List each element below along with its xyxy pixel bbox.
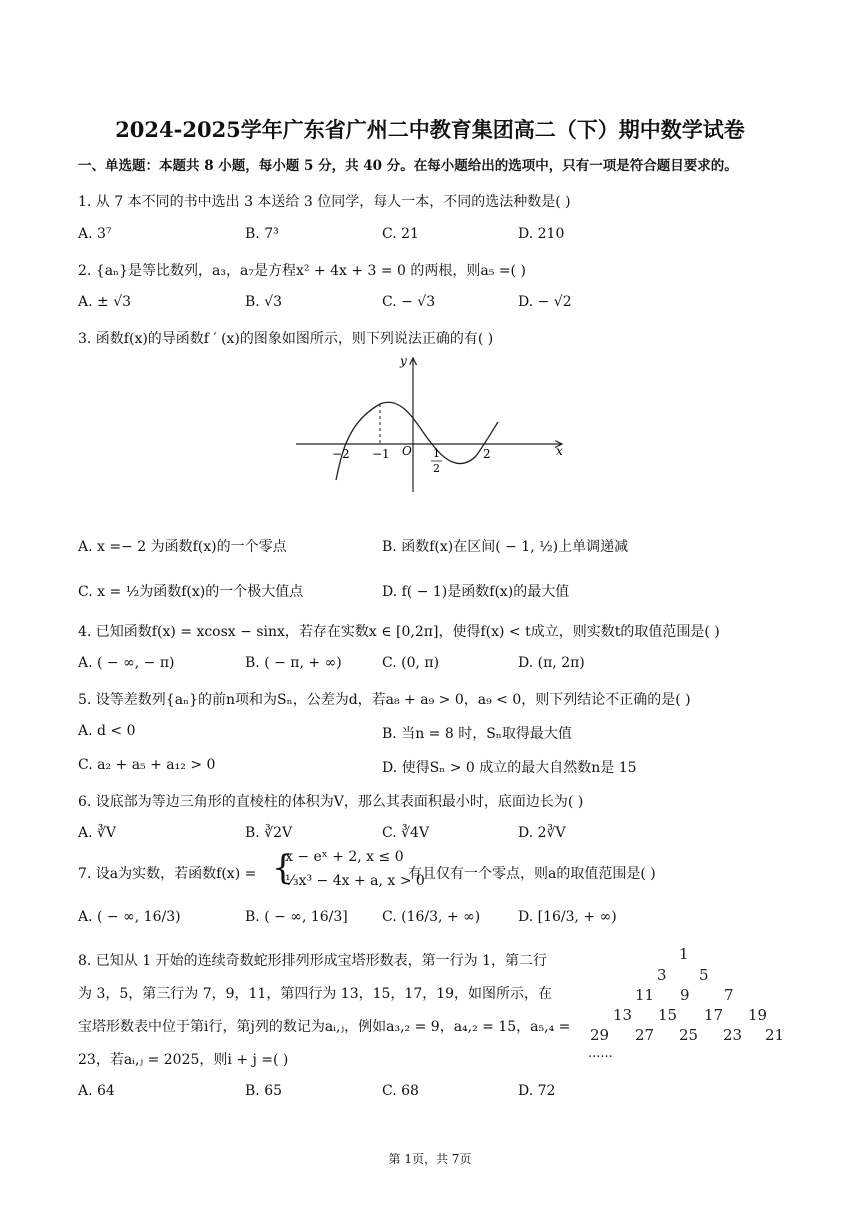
question-6-stem: 6. 设底部为等边三角形的直棱柱的体积为V，那么其表面积最小时，底面边长为( )	[78, 794, 584, 810]
q8-option-b: B. 65	[245, 1083, 283, 1099]
tick-neg1: −1	[372, 447, 390, 461]
q3-option-d: D. f( − 1)是函数f(x)的最大值	[382, 584, 570, 600]
triangle-r3-c3: 7	[724, 986, 734, 1004]
x-axis-label: x	[556, 444, 563, 458]
triangle-r1-c1: 1	[679, 945, 689, 963]
derivative-graph	[292, 352, 572, 502]
piecewise-brace: {	[272, 848, 294, 888]
question-3-stem: 3. 函数f(x)的导函数f ′ (x)的图象如图所示，则下列说法正确的有( )	[78, 331, 494, 347]
page-footer: 第 1页，共 7页	[388, 1152, 472, 1166]
question-8-line-4: 23，若aᵢ,ⱼ = 2025，则i + j =( )	[78, 1052, 289, 1068]
triangle-r4-c1: 13	[613, 1006, 633, 1024]
origin-label: O	[402, 444, 412, 458]
piecewise-case-1: x − eˣ + 2, x ≤ 0	[285, 849, 404, 865]
question-7-stem-post: 有且仅有一个零点，则a的取值范围是( )	[408, 866, 656, 882]
section-heading: 一、单选题：本题共 8 小题，每小题 5 分，共 40 分。在每小题给出的选项中，只有一项是符合题目要求的。	[78, 158, 738, 174]
q6-option-c: C. ∛4V	[382, 825, 430, 841]
q1-option-d: D. 210	[518, 226, 565, 242]
q5-option-b: B. 当n = 8 时，Sₙ取得最大值	[382, 726, 572, 742]
q3-option-b: B. 函数f(x)在区间( − 1, ½)上单调递减	[382, 539, 629, 555]
q4-option-d: D. (π, 2π)	[518, 655, 585, 671]
triangle-r5-c2: 27	[635, 1026, 655, 1044]
derivative-curve	[336, 402, 498, 480]
q2-option-d: D. − √2	[518, 294, 572, 310]
q2-option-b: B. √3	[245, 294, 283, 310]
question-5-stem: 5. 设等差数列{aₙ}的前n项和为Sₙ，公差为d，若a₈ + a₉ > 0，a₉ < 0，则下列结论不正确的是( )	[78, 692, 691, 708]
q1-option-a: A. 3⁷	[78, 226, 112, 242]
tick-half-den: 2	[433, 462, 440, 475]
q2-option-a: A. ± √3	[78, 294, 132, 310]
q7-option-d: D. [16/3, + ∞)	[518, 909, 617, 925]
q8-option-a: A. 64	[78, 1083, 115, 1099]
q6-option-a: A. ∛V	[78, 825, 117, 841]
q8-option-d: D. 72	[518, 1083, 556, 1099]
page-title: 2024-2025学年广东省广州二中教育集团高二（下）期中数学试卷	[115, 117, 745, 142]
question-1-stem: 1. 从 7 本不同的书中选出 3 本送给 3 位同学，每人一本，不同的选法种数是( )	[78, 194, 571, 210]
question-2-stem: 2. {aₙ}是等比数列，a₃，a₇是方程x² + 4x + 3 = 0 的两根，则a₅ =( )	[78, 263, 526, 279]
triangle-r4-c3: 17	[704, 1006, 724, 1024]
triangle-r2-c1: 3	[657, 966, 667, 984]
q4-option-b: B. ( − π, + ∞)	[245, 655, 342, 671]
q5-option-c: C. a₂ + a₅ + a₁₂ > 0	[78, 757, 216, 773]
q6-option-b: B. ∛2V	[245, 825, 293, 841]
question-8-line-3: 宝塔形数表中位于第i行，第j列的数记为aᵢ,ⱼ，例如a₃,₂ = 9，a₄,₂ = 15，a₅,₄ =	[78, 1019, 571, 1035]
q7-option-c: C. (16/3, + ∞)	[382, 909, 481, 925]
q6-option-d: D. 2∛V	[518, 825, 566, 841]
triangle-r3-c2: 9	[680, 986, 690, 1004]
triangle-r5-c4: 23	[723, 1026, 743, 1044]
triangle-r5-c1: 29	[590, 1026, 610, 1044]
q3-option-c: C. x = ½为函数f(x)的一个极大值点	[78, 584, 304, 600]
tick-half-num: 1	[433, 447, 440, 460]
triangle-r5-c3: 25	[679, 1026, 699, 1044]
q7-option-b: B. ( − ∞, 16/3]	[245, 909, 348, 925]
triangle-r2-c2: 5	[699, 966, 709, 984]
q7-option-a: A. ( − ∞, 16/3)	[78, 909, 181, 925]
q5-option-d: D. 使得Sₙ > 0 成立的最大自然数n是 15	[382, 760, 637, 776]
q3-option-a: A. x =− 2 为函数f(x)的一个零点	[78, 539, 287, 555]
triangle-r4-c2: 15	[658, 1006, 678, 1024]
triangle-r3-c1: 11	[635, 986, 655, 1004]
question-8-line-1: 8. 已知从 1 开始的连续奇数蛇形排列形成宝塔形数表，第一行为 1，第二行	[78, 953, 547, 969]
triangle-r5-c5: 21	[765, 1026, 785, 1044]
question-7-stem-pre: 7. 设a为实数，若函数f(x) =	[78, 866, 257, 882]
triangle-r4-c4: 19	[748, 1006, 768, 1024]
q1-option-c: C. 21	[382, 226, 419, 242]
q8-option-c: C. 68	[382, 1083, 419, 1099]
q1-option-b: B. 7³	[245, 226, 279, 242]
question-4-stem: 4. 已知函数f(x) = xcosx − sinx，若存在实数x ∈ [0,2π]，使得f(x) < t成立，则实数t的取值范围是( )	[78, 624, 720, 640]
triangle-ellipsis: ......	[588, 1046, 613, 1061]
tick-2: 2	[483, 447, 491, 461]
q4-option-a: A. ( − ∞, − π)	[78, 655, 175, 671]
question-8-line-2: 为 3，5，第三行为 7，9，11，第四行为 13，15，17，19，如图所示，在	[78, 986, 553, 1002]
piecewise-case-2: ⅓x³ − 4x + a, x > 0	[285, 873, 425, 889]
q5-option-a: A. d < 0	[78, 723, 136, 739]
y-axis-label: y	[400, 354, 407, 368]
q4-option-c: C. (0, π)	[382, 655, 440, 671]
tick-neg2: −2	[332, 447, 350, 461]
q2-option-c: C. − √3	[382, 294, 436, 310]
